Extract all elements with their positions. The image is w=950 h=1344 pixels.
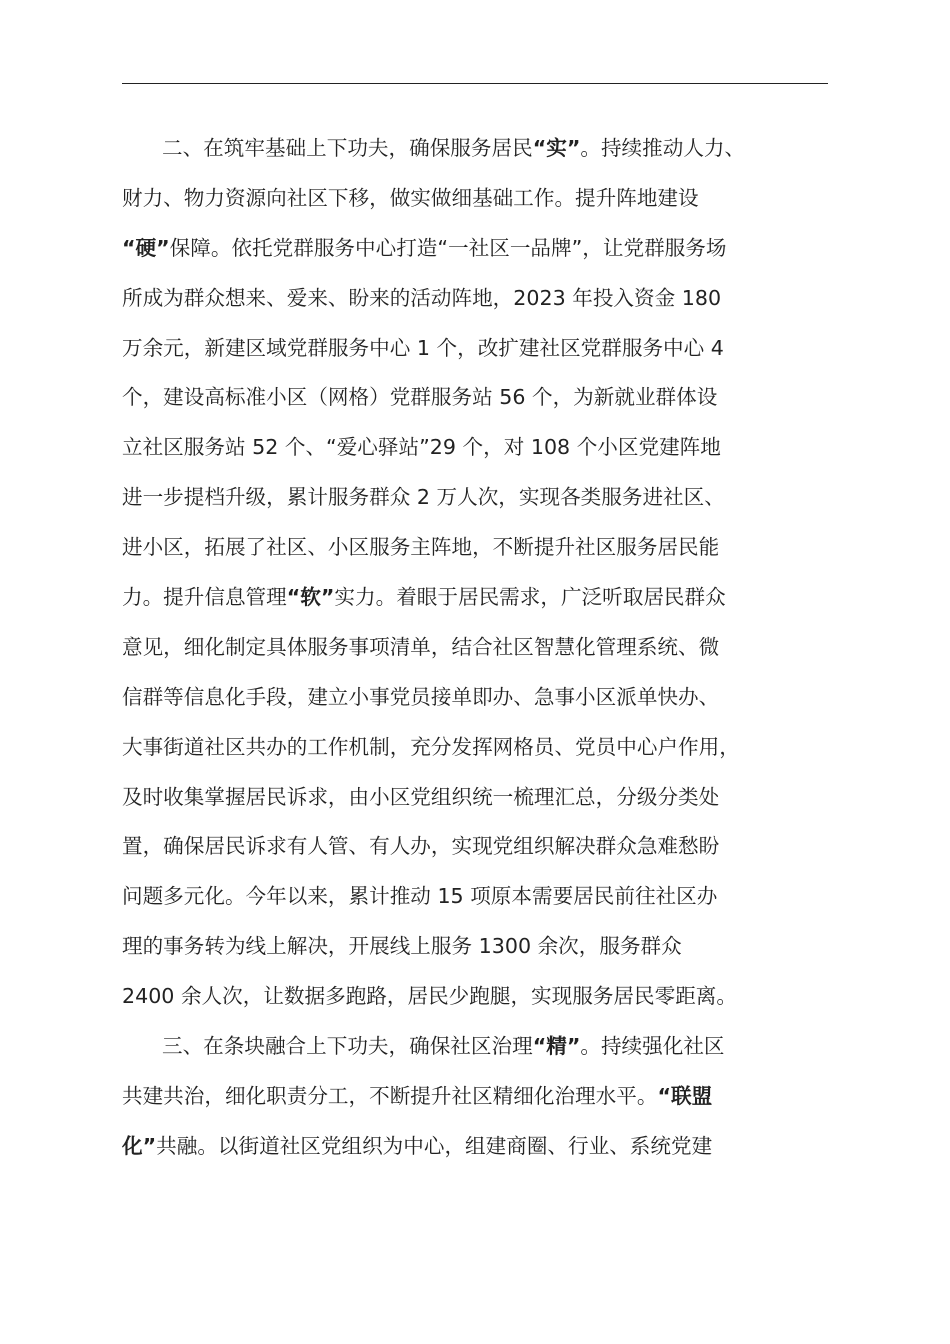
text-segment: 财力、物力资源向社区下移，做实做细基础工作。提升阵地建设	[122, 185, 699, 210]
text-line	[122, 174, 842, 224]
text-line	[122, 1122, 842, 1172]
text-line	[122, 473, 842, 523]
bold-keyword: “实”	[532, 136, 581, 160]
text-segment: 置，确保居民诉求有人管、有人办，实现党组织解决群众急难愁盼	[122, 834, 720, 859]
text-segment: 2400 余人次，让数据多跑路，居民少跑腿，实现服务居民零距离。	[122, 984, 737, 1009]
text-line	[122, 1022, 842, 1072]
text-line	[122, 922, 842, 972]
text-segment: 实力。着眼于居民需求，广泛听取居民群众	[334, 585, 726, 610]
bold-keyword: “硬”	[122, 235, 170, 260]
text-segment: 问题多元化。今年以来，累计推动 15 项原本需要居民前往社区办	[122, 884, 718, 909]
header-rule	[122, 83, 828, 84]
text-line	[122, 723, 842, 773]
text-line	[122, 573, 842, 623]
bold-keyword: “精”	[532, 1034, 581, 1059]
text-segment: 进小区，拓展了社区、小区服务主阵地，不断提升社区服务居民能	[122, 535, 720, 560]
text-line	[122, 373, 842, 423]
text-segment: 理的事务转为线上解决，开展线上服务 1300 余次，服务群众	[122, 934, 682, 959]
text-segment: 进一步提档升级，累计服务群众 2 万人次，实现各类服务进社区、	[122, 485, 725, 510]
text-segment: 立社区服务站 52 个、“爱心驿站”29 个，对 108 个小区党建阵地	[122, 435, 721, 460]
text-segment: 信群等信息化手段，建立小事党员接单即办、急事小区派单快办、	[122, 684, 720, 709]
text-segment: 共建共治，细化职责分工，不断提升社区精细化治理水平。	[122, 1083, 658, 1108]
text-segment: 力。提升信息管理	[122, 585, 287, 610]
text-segment: 共融。以街道社区党组织为中心，组建商圈、行业、系统党建	[156, 1133, 713, 1158]
text-line	[122, 274, 842, 324]
text-segment: 三、在条块融合上下功夫，确保社区治理	[162, 1034, 533, 1059]
text-segment: 。持续推动人力、	[580, 136, 746, 160]
text-line	[122, 1072, 842, 1122]
text-line	[122, 623, 842, 673]
text-segment: 二、在筑牢基础上下功夫，确保服务居民	[162, 136, 533, 160]
text-line	[122, 523, 842, 573]
text-line	[122, 324, 842, 374]
text-line	[122, 124, 842, 174]
text-line	[122, 972, 842, 1022]
text-segment: 保障。依托党群服务中心打造“一社区一品牌”，让党群服务场	[169, 235, 727, 260]
text-segment: 。持续强化社区	[580, 1034, 725, 1059]
text-line	[122, 224, 842, 274]
text-segment: 意见，细化制定具体服务事项清单，结合社区智慧化管理系统、微	[122, 634, 720, 659]
text-line	[122, 673, 842, 723]
bold-keyword: 化”	[122, 1133, 157, 1158]
text-segment: 大事街道社区共办的工作机制，充分发挥网格员、党员中心户作用，	[122, 734, 740, 759]
text-line	[122, 822, 842, 872]
text-line	[122, 423, 842, 473]
text-segment: 及时收集掌握居民诉求，由小区党组织统一梳理汇总，分级分类处	[122, 784, 720, 809]
text-line	[122, 872, 842, 922]
text-segment: 所成为群众想来、爱来、盼来的活动阵地，2023 年投入资金 180	[122, 285, 722, 310]
body-text	[122, 124, 842, 1172]
text-segment: 万余元，新建区域党群服务中心 1 个，改扩建社区党群服务中心 4	[122, 335, 724, 360]
bold-keyword: “软”	[286, 585, 335, 610]
text-line	[122, 773, 842, 823]
bold-keyword: “联盟	[657, 1083, 713, 1108]
text-segment: 个，建设高标准小区（网格）党群服务站 56 个，为新就业群体设	[122, 385, 718, 410]
